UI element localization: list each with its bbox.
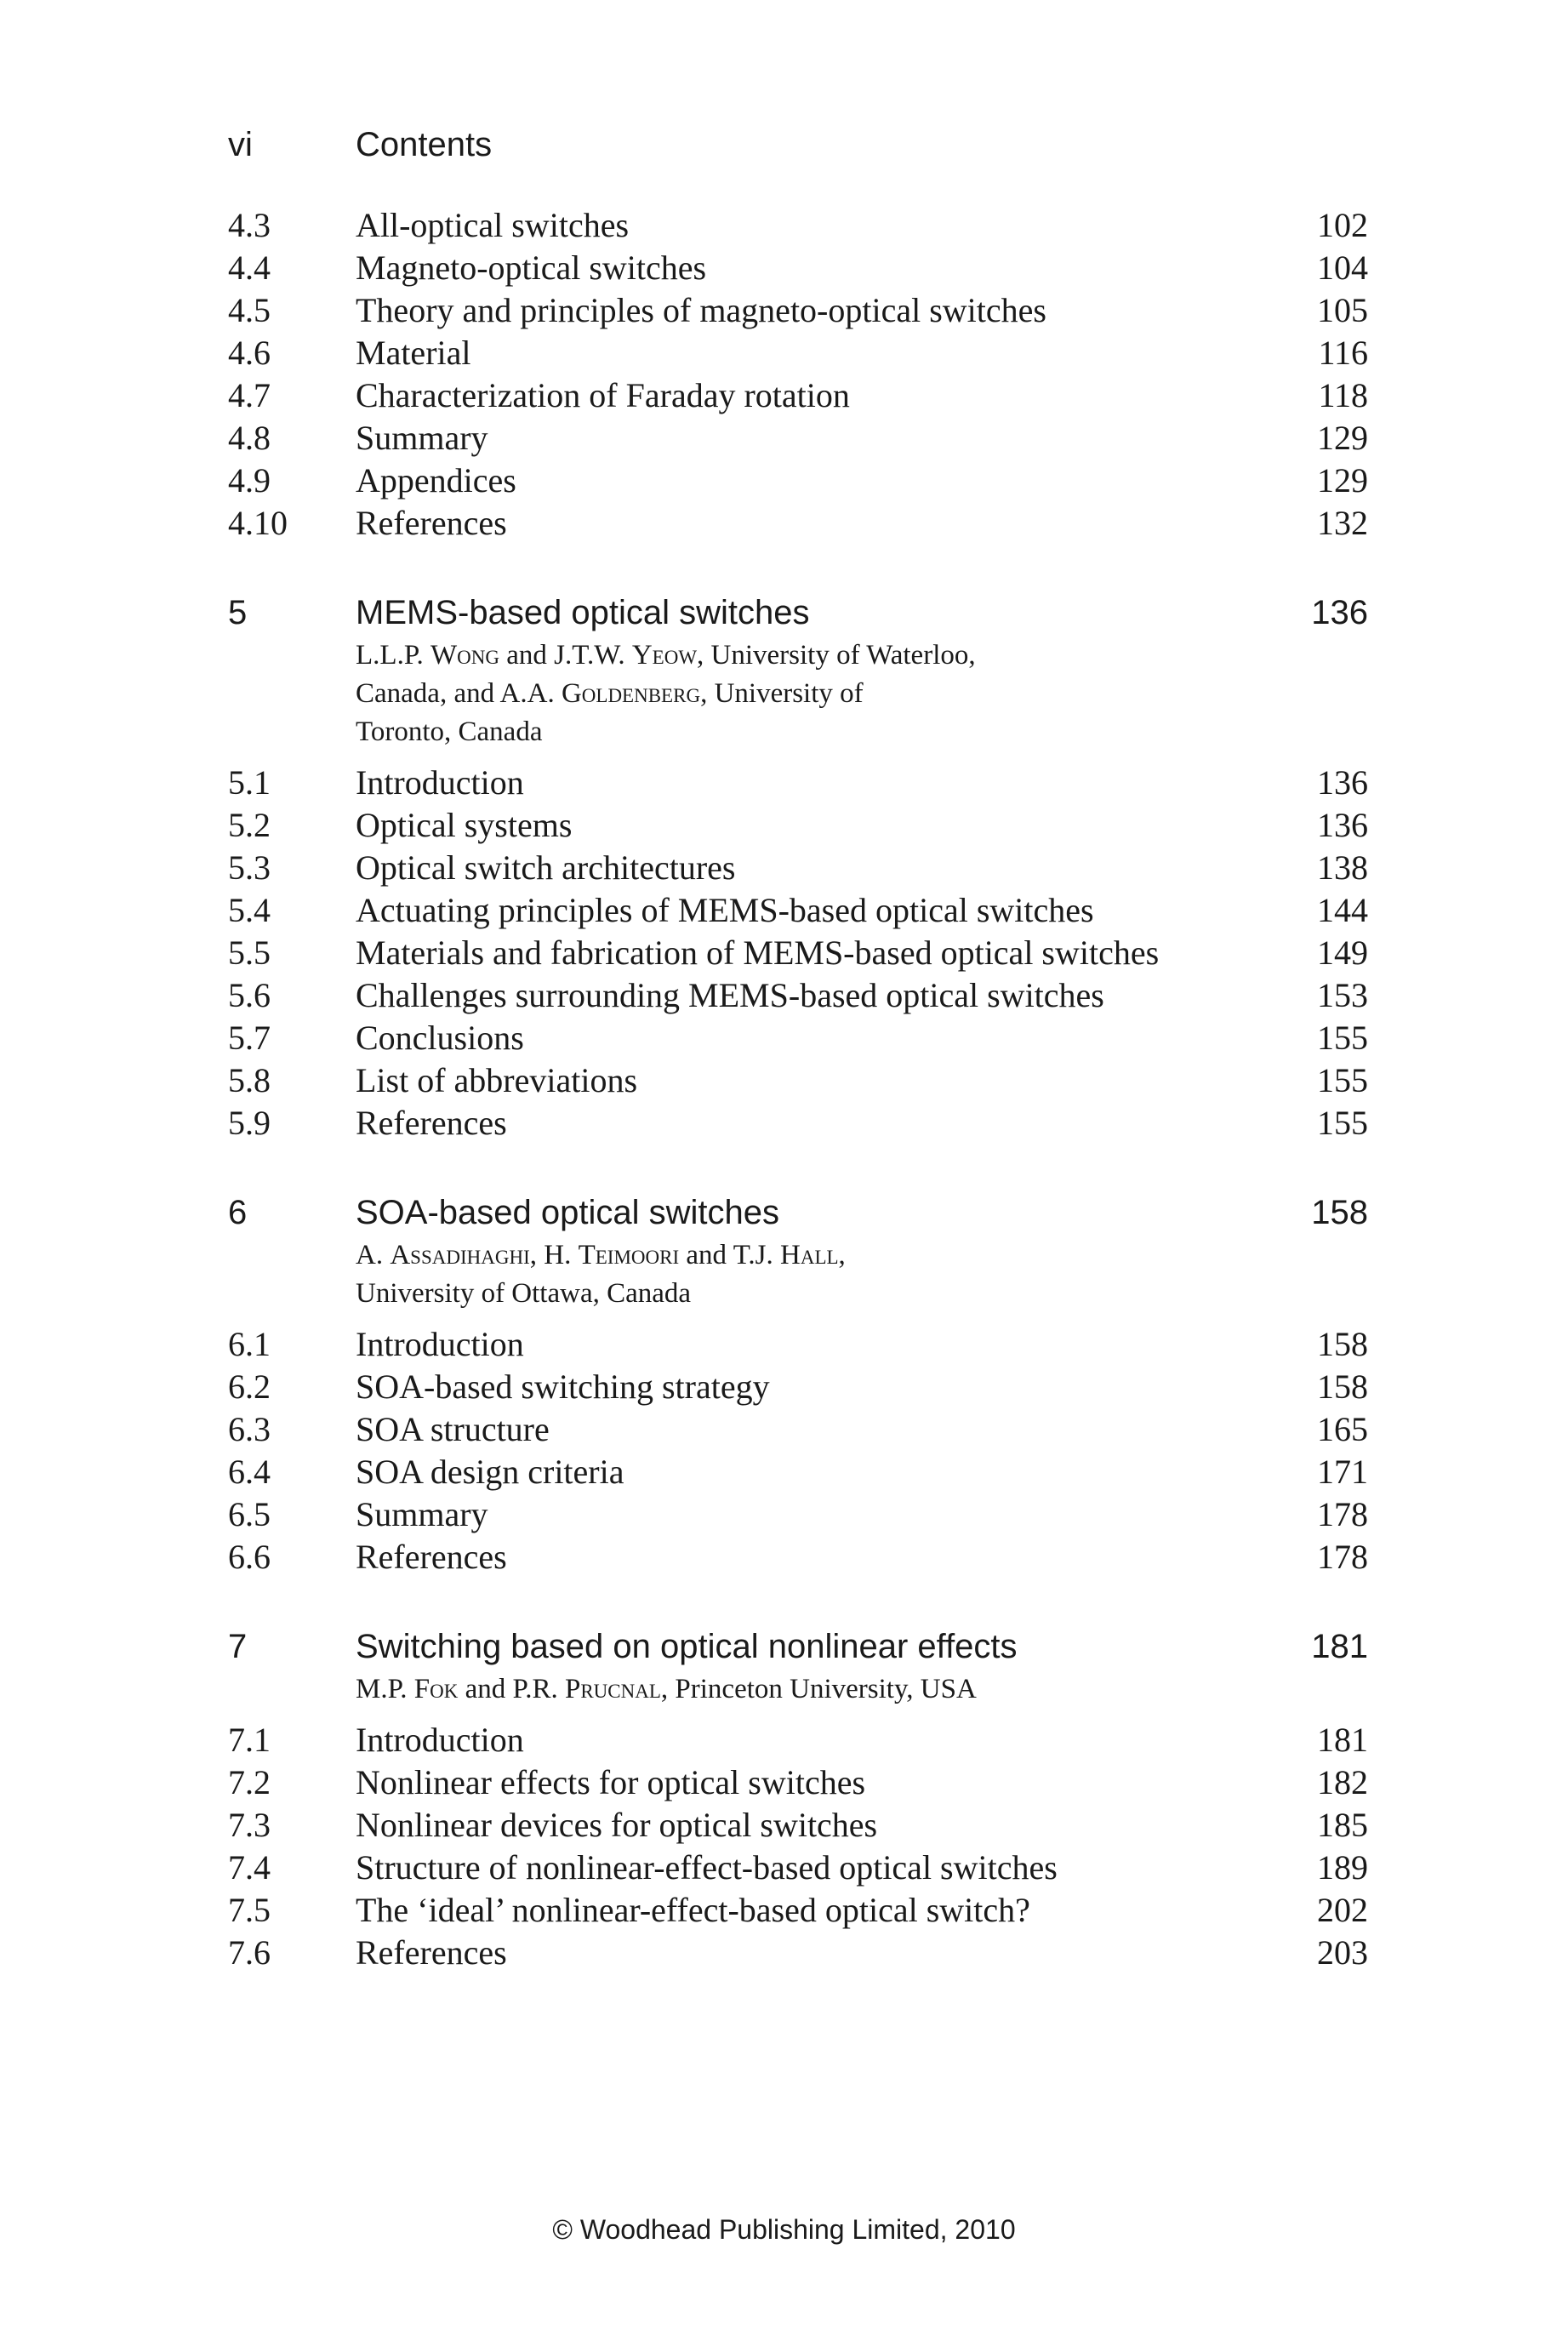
- entry-number: 6.5: [228, 1495, 271, 1533]
- entry-number: 7.5: [228, 1891, 271, 1929]
- toc-entry[interactable]: [228, 502, 1368, 545]
- toc-entry[interactable]: [228, 1059, 1368, 1102]
- entry-number: 4.6: [228, 334, 271, 372]
- entry-title: References: [356, 1104, 507, 1142]
- entry-page: 118: [1318, 376, 1368, 414]
- entry-title: Optical systems: [356, 806, 573, 844]
- toc-entry[interactable]: [228, 332, 1368, 374]
- entry-number: 5.8: [228, 1061, 271, 1099]
- entry-title: References: [356, 1538, 507, 1576]
- entry-page: 155: [1317, 1104, 1368, 1142]
- entry-title: Structure of nonlinear-effect-based optical switches: [356, 1848, 1058, 1887]
- chapter-title: MEMS-based optical switches: [356, 594, 810, 631]
- toc-entry[interactable]: [228, 932, 1368, 974]
- author-text: , H.: [529, 1240, 579, 1270]
- toc-entry[interactable]: [228, 1017, 1368, 1059]
- entry-page: 116: [1318, 334, 1368, 372]
- entry-title: Materials and fabrication of MEMS-based optical switches: [356, 933, 1160, 972]
- toc-entry[interactable]: [228, 1761, 1368, 1804]
- toc-entry[interactable]: [228, 1323, 1368, 1366]
- entry-title: Introduction: [356, 1325, 524, 1363]
- author-surname: Fok: [413, 1674, 459, 1704]
- entry-page: 182: [1317, 1763, 1368, 1801]
- toc-entry[interactable]: [228, 1102, 1368, 1145]
- author-text: and P.R.: [458, 1674, 565, 1704]
- entry-page: 158: [1317, 1367, 1368, 1406]
- toc-entry[interactable]: [228, 460, 1368, 502]
- toc-entry[interactable]: [228, 1536, 1368, 1578]
- author-line: [356, 637, 1368, 675]
- author-surname: Assadihaghi: [390, 1240, 530, 1270]
- entry-page: 132: [1317, 504, 1368, 542]
- toc-entry[interactable]: [228, 1451, 1368, 1493]
- entry-page: 155: [1317, 1061, 1368, 1099]
- toc-entry[interactable]: [228, 1493, 1368, 1536]
- chapter-heading[interactable]: [228, 589, 1368, 637]
- entry-title: SOA-based switching strategy: [356, 1367, 770, 1406]
- toc-entry[interactable]: [228, 374, 1368, 417]
- toc-section-chapter-6: [228, 1189, 1368, 1578]
- entry-title: SOA structure: [356, 1410, 550, 1448]
- entry-title: Introduction: [356, 763, 524, 802]
- entry-page: 155: [1317, 1019, 1368, 1057]
- toc-section-chapter-4: [228, 204, 1368, 545]
- page-number-roman: vi: [228, 126, 253, 163]
- entry-title: Challenges surrounding MEMS-based optical switches: [356, 976, 1104, 1014]
- table-of-contents: [228, 204, 1368, 1974]
- toc-section-chapter-5: [228, 589, 1368, 1145]
- entry-title: The ‘ideal’ nonlinear-effect-based optical switch?: [356, 1891, 1030, 1929]
- entry-page: 165: [1317, 1410, 1368, 1448]
- toc-entry[interactable]: [228, 204, 1368, 247]
- entry-title: List of abbreviations: [356, 1061, 638, 1099]
- author-surname: Yeow: [631, 640, 698, 671]
- entry-number: 6.1: [228, 1325, 271, 1363]
- entry-number: 4.3: [228, 206, 271, 244]
- chapter-authors: [356, 637, 1368, 762]
- entry-title: References: [356, 504, 507, 542]
- running-header: [228, 119, 1368, 170]
- toc-entry[interactable]: [228, 889, 1368, 932]
- entry-page: 203: [1317, 1933, 1368, 1972]
- author-text: L.L.P.: [356, 640, 431, 671]
- chapter-number: 7: [228, 1628, 248, 1665]
- entry-title: Nonlinear effects for optical switches: [356, 1763, 866, 1801]
- entry-page: 104: [1317, 248, 1368, 287]
- entry-number: 5.5: [228, 933, 271, 972]
- entry-number: 5.7: [228, 1019, 271, 1057]
- entry-title: Magneto-optical switches: [356, 248, 707, 287]
- entry-number: 7.3: [228, 1806, 271, 1844]
- entry-page: 105: [1317, 291, 1368, 329]
- chapter-authors: [356, 1670, 1368, 1719]
- entry-title: Nonlinear devices for optical switches: [356, 1806, 878, 1844]
- author-text: ,: [838, 1240, 846, 1270]
- copyright-footer: © Woodhead Publishing Limited, 2010: [552, 2214, 1016, 2245]
- entry-page: 149: [1317, 933, 1368, 972]
- entry-number: 7.4: [228, 1848, 271, 1887]
- author-text: A.: [356, 1240, 391, 1270]
- entry-number: 5.4: [228, 891, 271, 929]
- toc-entry[interactable]: [228, 762, 1368, 804]
- entry-page: 202: [1317, 1891, 1368, 1929]
- entry-title: Characterization of Faraday rotation: [356, 376, 850, 414]
- entry-number: 5.2: [228, 806, 271, 844]
- author-text: and T.J.: [679, 1240, 780, 1270]
- author-line: [356, 1236, 1368, 1275]
- entry-page: 102: [1317, 206, 1368, 244]
- author-line: Toronto, Canada: [356, 716, 543, 747]
- entry-page: 181: [1317, 1721, 1368, 1759]
- entry-number: 5.9: [228, 1104, 271, 1142]
- toc-entry[interactable]: [228, 417, 1368, 460]
- toc-entry[interactable]: [228, 247, 1368, 289]
- entry-number: 6.3: [228, 1410, 271, 1448]
- toc-entry[interactable]: [228, 804, 1368, 847]
- toc-entry[interactable]: [228, 1804, 1368, 1847]
- entry-number: 5.1: [228, 763, 271, 802]
- entry-number: 6.6: [228, 1538, 271, 1576]
- author-surname: Goldenberg: [561, 678, 701, 709]
- chapter-authors: [356, 1236, 1368, 1323]
- toc-entry[interactable]: [228, 1889, 1368, 1932]
- author-surname: Teimoori: [578, 1240, 680, 1270]
- toc-entry[interactable]: [228, 1719, 1368, 1761]
- entry-page: 129: [1317, 419, 1368, 457]
- entry-title: Optical switch architectures: [356, 848, 736, 887]
- section-spacer: [228, 545, 1368, 589]
- toc-entry[interactable]: [228, 974, 1368, 1017]
- toc-entry[interactable]: [228, 1408, 1368, 1451]
- author-line: [356, 1670, 1368, 1709]
- entry-title: Material: [356, 334, 471, 372]
- entry-page: 189: [1317, 1848, 1368, 1887]
- chapter-heading[interactable]: [228, 1623, 1368, 1670]
- chapter-title: Switching based on optical nonlinear effects: [356, 1628, 1018, 1665]
- entry-page: 129: [1317, 461, 1368, 500]
- entry-number: 6.4: [228, 1453, 271, 1491]
- author-text: and J.T.W.: [499, 640, 632, 671]
- section-spacer: [228, 1578, 1368, 1623]
- entry-number: 4.7: [228, 376, 271, 414]
- entry-number: 4.5: [228, 291, 271, 329]
- entry-page: 138: [1317, 848, 1368, 887]
- entry-number: 4.9: [228, 461, 271, 500]
- entry-page: 136: [1317, 763, 1368, 802]
- author-line: [356, 675, 1368, 713]
- entry-title: Theory and principles of magneto-optical switches: [356, 291, 1046, 329]
- chapter-page: 181: [1311, 1628, 1368, 1665]
- entry-title: Conclusions: [356, 1019, 524, 1057]
- author-surname: Hall: [780, 1240, 839, 1270]
- entry-page: 158: [1317, 1325, 1368, 1363]
- toc-entry[interactable]: [228, 289, 1368, 332]
- entry-number: 4.4: [228, 248, 271, 287]
- entry-number: 4.8: [228, 419, 271, 457]
- entry-title: References: [356, 1933, 507, 1972]
- toc-entry[interactable]: [228, 1932, 1368, 1974]
- entry-number: 7.6: [228, 1933, 271, 1972]
- chapter-number: 5: [228, 594, 248, 631]
- entry-title: Actuating principles of MEMS-based optical switches: [356, 891, 1094, 929]
- author-surname: Wong: [430, 640, 499, 671]
- author-line: University of Ottawa, Canada: [356, 1278, 692, 1309]
- toc-entry[interactable]: [228, 847, 1368, 889]
- toc-entry[interactable]: [228, 1847, 1368, 1889]
- entry-title: Appendices: [356, 461, 516, 500]
- entry-title: Introduction: [356, 1721, 524, 1759]
- entry-number: 7.1: [228, 1721, 271, 1759]
- toc-section-chapter-7: [228, 1623, 1368, 1974]
- entry-title: All-optical switches: [356, 206, 630, 244]
- entry-page: 153: [1317, 976, 1368, 1014]
- author-affiliation: , Princeton University, USA: [660, 1674, 977, 1704]
- author-text: M.P.: [356, 1674, 414, 1704]
- chapter-title: SOA-based optical switches: [356, 1194, 780, 1231]
- running-title: Contents: [356, 126, 493, 163]
- chapter-page: 158: [1311, 1194, 1368, 1231]
- entry-page: 171: [1317, 1453, 1368, 1491]
- section-spacer: [228, 1145, 1368, 1189]
- entry-title: Summary: [356, 419, 488, 457]
- author-affiliation: , University of Waterloo,: [697, 640, 976, 671]
- chapter-page: 136: [1311, 594, 1368, 631]
- entry-page: 185: [1317, 1806, 1368, 1844]
- entry-title: Summary: [356, 1495, 488, 1533]
- chapter-heading[interactable]: [228, 1189, 1368, 1236]
- author-affiliation: , University of: [700, 678, 864, 709]
- entry-number: 5.3: [228, 848, 271, 887]
- toc-entry[interactable]: [228, 1366, 1368, 1408]
- entry-page: 178: [1317, 1495, 1368, 1533]
- entry-number: 7.2: [228, 1763, 271, 1801]
- entry-number: 4.10: [228, 504, 288, 542]
- entry-number: 6.2: [228, 1367, 271, 1406]
- entry-title: SOA design criteria: [356, 1453, 624, 1491]
- chapter-number: 6: [228, 1194, 248, 1231]
- author-text: Canada, and A.A.: [356, 678, 562, 709]
- entry-page: 136: [1317, 806, 1368, 844]
- entry-page: 178: [1317, 1538, 1368, 1576]
- entry-number: 5.6: [228, 976, 271, 1014]
- author-surname: Prucnal: [564, 1674, 661, 1704]
- entry-page: 144: [1317, 891, 1368, 929]
